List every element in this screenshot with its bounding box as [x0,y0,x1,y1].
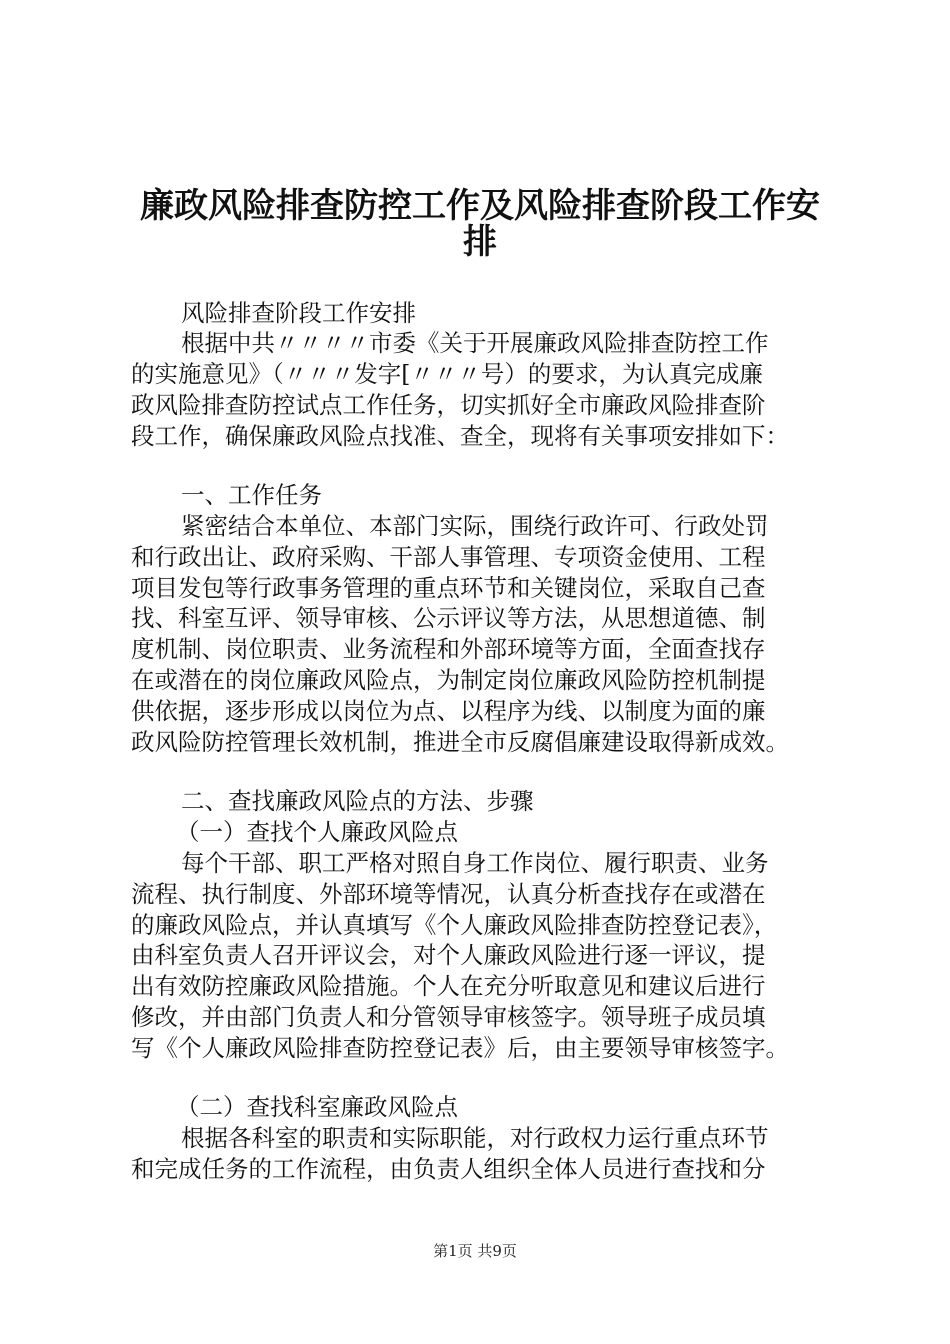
paragraph-line: 流程、执行制度、外部环境等情况，认真分析查找存在或潜在 [131,880,766,908]
document-title-line-1: 廉政风险排查防控工作及风险排查阶段工作安 [140,186,820,226]
paragraph-line: 修改，并由部门负责人和分管领导审核签字。领导班子成员填 [131,1003,766,1031]
paragraph-line: 段工作，确保廉政风险点找准、查全，现将有关事项安排如下： [131,422,789,450]
subtitle: 风险排查阶段工作安排 [181,299,416,327]
paragraph-line: 写《个人廉政风险排查防控登记表》后，由主要领导审核签字。 [131,1034,789,1062]
paragraph-line: 由科室负责人召开评议会，对个人廉政风险进行逐一评议，提 [131,941,766,969]
paragraph-line: 根据中共〃〃〃〃市委《关于开展廉政风险排查防控工作 [181,329,769,357]
paragraph-line: 在或潜在的岗位廉政风险点，为制定岗位廉政风险防控机制提 [131,666,766,694]
paragraph-line: 的实施意见》（〃〃〃发字[〃〃〃号）的要求，为认真完成廉 [131,360,763,388]
document-title-line-2: 排 [463,222,497,262]
section-heading: 一、工作任务 [181,481,322,509]
paragraph-line: 根据各科室的职责和实际职能，对行政权力运行重点环节 [181,1124,769,1152]
paragraph-line: 出有效防控廉政风险措施。个人在充分听取意见和建议后进行 [131,972,766,1000]
subsection-heading: （二）查找科室廉政风险点 [176,1093,458,1121]
subsection-heading: （一）查找个人廉政风险点 [176,818,458,846]
paragraph-line: 政风险防控管理长效机制，推进全市反腐倡廉建设取得新成效。 [131,728,789,756]
paragraph-line: 供依据，逐步形成以岗位为点、以程序为线、以制度为面的廉 [131,697,766,725]
paragraph-line: 和行政出让、政府采购、干部人事管理、专项资金使用、工程 [131,543,766,571]
paragraph-line: 度机制、岗位职责、业务流程和外部环境等方面，全面查找存 [131,635,766,663]
section-heading: 二、查找廉政风险点的方法、步骤 [181,787,534,815]
paragraph-line: 每个干部、职工严格对照自身工作岗位、履行职责、业务 [181,849,769,877]
paragraph-line: 的廉政风险点，并认真填写《个人廉政风险排查防控登记表》， [131,911,778,939]
paragraph-line: 项目发包等行政事务管理的重点环节和关键岗位，采取自己查 [131,574,766,602]
page-footer: 第1页 共9页 [433,1242,517,1260]
paragraph-line: 紧密结合本单位、本部门实际，围绕行政许可、行政处罚 [181,512,769,540]
paragraph-line: 政风险排查防控试点工作任务，切实抓好全市廉政风险排查阶 [131,391,766,419]
paragraph-line: 和完成任务的工作流程，由负责人组织全体人员进行查找和分 [131,1155,766,1183]
paragraph-line: 找、科室互评、领导审核、公示评议等方法，从思想道德、制 [131,604,766,632]
